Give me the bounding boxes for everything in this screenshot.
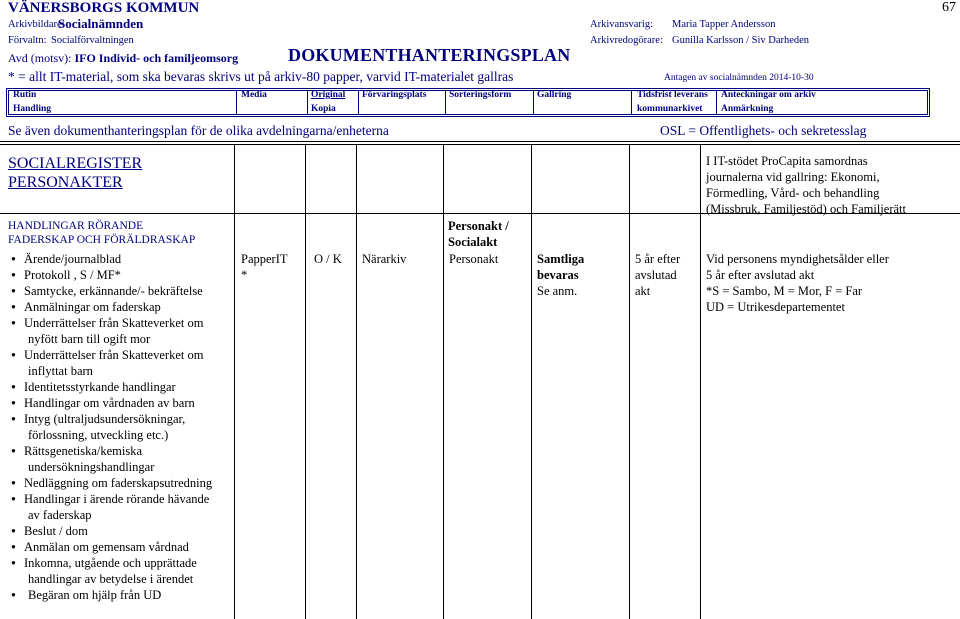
it-material-rule: * = allt IT-material, som ska bevaras skrivs ut på arkiv-80 papper, varvid IT-materialet gallras [8, 69, 514, 84]
remark-value [706, 251, 889, 315]
osl-note: OSL = Offentlighets- och sekretesslag [660, 123, 867, 138]
list-item: ● Samtycke, erkännande/- bekräftelse [12, 283, 232, 299]
sort-heading-1: Personakt / [448, 219, 509, 233]
document-list [12, 251, 232, 603]
list-item: ● Underrättelser från Skatteverket om inflyttat barn [12, 347, 232, 379]
col-anteckningar: Anteckningar om arkiv [721, 90, 816, 100]
col-anmarkning: Anmärkning [721, 104, 774, 114]
media-value: PapperIT * [241, 252, 288, 282]
arkivredogorare-label: Arkivredogörare: [590, 35, 663, 46]
group-heading-1: HANDLINGAR RÖRANDE [8, 220, 144, 232]
col-divider-original [305, 145, 306, 619]
document-title: DOKUMENTHANTERINGSPLAN [288, 45, 571, 65]
arkivbildare-label: Arkivbildare: [8, 19, 65, 30]
list-item: ● Handlingar i ärende rörande hävande av faderskap [12, 491, 232, 523]
col-divider-sortering [443, 145, 444, 619]
col-rutin: Rutin [13, 90, 37, 100]
adopted-date: Antagen av socialnämnden 2014-10-30 [664, 73, 814, 83]
list-item: ● Identitetsstyrkande handlingar [12, 379, 232, 395]
col-tidsfrist: Tidsfrist leverans [637, 90, 708, 100]
col-forvaringsplats: Förvaringsplats [362, 90, 427, 100]
page-number: 67 [942, 0, 956, 15]
remark-line: Vid personens myndighetsålder eller [706, 252, 889, 266]
list-item: ● Anmälan om gemensam vårdnad [12, 539, 232, 555]
section-title-2: PERSONAKTER [8, 174, 123, 191]
tidsfrist-value: 5 år efter avslutad akt [635, 252, 681, 298]
group-heading-2: FADERSKAP OCH FÖRÄLDRASKAP [8, 234, 196, 246]
original-kopia-value: O / K [314, 252, 342, 266]
arkivredogorare-value: Gunilla Karlsson / Siv Darheden [672, 35, 810, 46]
arkivbildare-value: Socialnämnden [58, 16, 144, 31]
col-divider-gallring [531, 145, 532, 619]
organization-name: VÄNERSBORGS KOMMUN [8, 0, 200, 16]
avd-line [8, 51, 238, 66]
list-item: ● Inkomna, utgående och upprättade handlingar av betydelse i ärendet [12, 555, 232, 587]
col-original: Original [311, 90, 346, 100]
list-item: ● Nedläggning om faderskapsutredning [12, 475, 232, 491]
col-gallring: Gallring [537, 90, 572, 100]
avd-value: IFO Individ- och familjeomsorg [74, 51, 239, 65]
see-also-note: Se även dokumenthanteringsplan för de olika avdelningarna/enheterna [8, 123, 389, 138]
col-kopia: Kopia [311, 104, 336, 114]
list-item: ● Begäran om hjälp från UD [12, 587, 232, 603]
remark-line: *S = Sambo, M = Mor, F = Far [706, 284, 863, 298]
col-media: Media [241, 90, 267, 100]
section-remark-line: journalerna vid gallring: Ekonomi, [706, 170, 880, 184]
list-item: ● Beslut / dom [12, 523, 232, 539]
table-top-border-double [0, 144, 960, 145]
forvaltn-value: Socialförvaltningen [51, 35, 134, 46]
col-divider-tidsfrist [629, 145, 630, 619]
col-divider-media [234, 145, 235, 619]
list-item: ● Protokoll , S / MF* [12, 267, 232, 283]
forvaringsplats-value: Närarkiv [362, 252, 407, 266]
table-top-border [0, 141, 960, 142]
section-remark [706, 153, 906, 217]
avd-label: Avd (motsv): [8, 51, 72, 65]
list-item: ● Handlingar om vårdnaden av barn [12, 395, 232, 411]
forvaltn-label: Förvaltn: [8, 35, 47, 46]
list-item: ● Ärende/journalblad [12, 251, 232, 267]
list-item: ● Anmälningar om faderskap [12, 299, 232, 315]
gallring-value: Samtliga bevaras Se anm. [537, 252, 585, 298]
section-remark-line: I IT-stödet ProCapita samordnas [706, 154, 868, 168]
col-divider-anm [700, 145, 701, 619]
arkivansvarig-label: Arkivansvarig: [590, 19, 653, 30]
col-sorteringsform: Sorteringsform [449, 90, 512, 100]
column-header-table [6, 88, 930, 117]
col-kommunarkivet: kommunarkivet [637, 104, 703, 114]
sort-heading-2: Socialakt [448, 235, 498, 249]
arkivansvarig-value: Maria Tapper Andersson [672, 19, 776, 30]
sorteringsform-value: Personakt [449, 252, 499, 266]
section-remark-line: Förmedling, Vård- och behandling [706, 186, 880, 200]
remark-line: 5 år efter avslutad akt [706, 268, 815, 282]
list-item: ● Rättsgenetiska/kemiska undersökningshandlingar [12, 443, 232, 475]
section-remark-line: (Missbruk, Familjestöd) och Familjerätt [706, 202, 906, 216]
section-title-1: SOCIALREGISTER [8, 155, 143, 172]
col-divider-forvaring [356, 145, 357, 619]
col-handling: Handling [13, 104, 52, 114]
list-item: ● Intyg (ultraljudsundersökningar, förlossning, utveckling etc.) [12, 411, 232, 443]
remark-line: UD = Utrikesdepartementet [706, 300, 845, 314]
list-item: ● Underrättelser från Skatteverket om nyfött barn till ogift mor [12, 315, 232, 347]
